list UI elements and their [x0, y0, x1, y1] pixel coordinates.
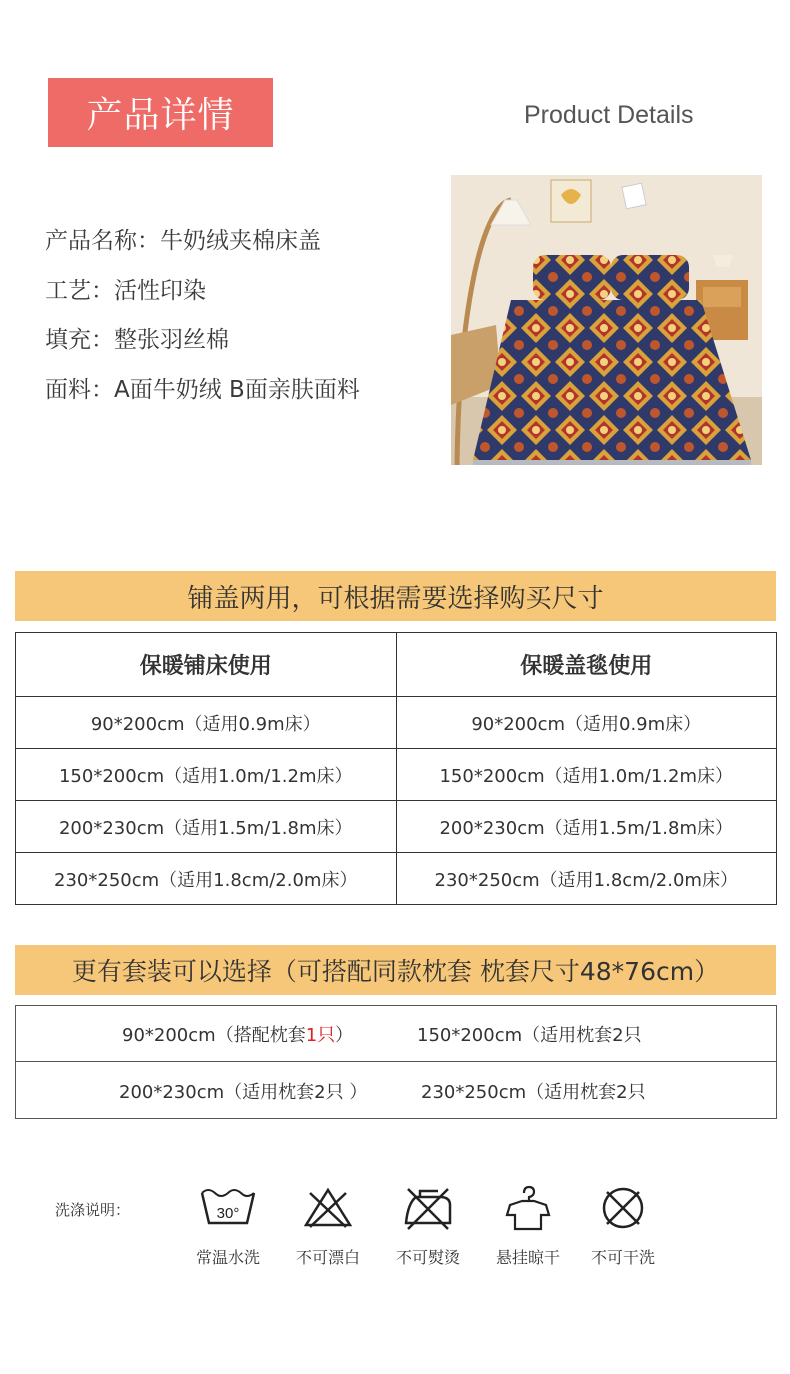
spec-craft: 工艺：活性印染 — [45, 278, 206, 304]
title-badge — [48, 78, 273, 147]
set-options-row — [16, 1006, 776, 1062]
wash-30-icon — [198, 1185, 258, 1231]
set-option-90 — [122, 1021, 353, 1047]
spec-fabric: 面料：A面牛奶绒 B面亲肤面料 — [45, 377, 360, 403]
table-cell: 90*200cm（适用0.9m床） — [396, 697, 777, 749]
set-option-200: 200*230cm（适用枕套2只 ） — [119, 1082, 368, 1103]
wash-item — [283, 1185, 373, 1268]
table-row — [16, 697, 777, 749]
set-option-150: 150*200cm（适用枕套2只 — [417, 1024, 642, 1046]
table-cell: 230*250cm（适用1.8cm/2.0m床） — [396, 853, 777, 905]
table-cell: 150*200cm（适用1.0m/1.2m床） — [396, 749, 777, 801]
wash-item — [483, 1185, 573, 1268]
wash-text: 不可熨烫 — [395, 1248, 460, 1267]
table-row — [16, 749, 777, 801]
wash-text: 悬挂晾干 — [495, 1248, 560, 1267]
no-dry-clean-icon — [593, 1185, 653, 1231]
wash-text: 不可干洗 — [590, 1248, 655, 1267]
set-option-230: 230*250cm（适用枕套2只 — [421, 1082, 646, 1103]
spec-product-name: 产品名称：牛奶绒夹棉床盖 — [45, 228, 321, 254]
set-options-box — [15, 1005, 777, 1119]
table-cell: 150*200cm（适用1.0m/1.2m床） — [16, 749, 397, 801]
set-option-highlight: 1只 — [305, 1024, 336, 1046]
hang-dry-icon — [498, 1185, 558, 1231]
set-option-text: ） — [335, 1024, 354, 1046]
set-option-text: 90*200cm（搭配枕套 — [122, 1024, 306, 1046]
bedspread-illustration — [451, 175, 762, 465]
washing-label: 洗涤说明： — [55, 1201, 131, 1219]
table-cell: 200*230cm（适用1.5m/1.8m床） — [16, 801, 397, 853]
wash-text: 不可漂白 — [295, 1248, 360, 1267]
set-banner: 更有套装可以选择（可搭配同款枕套 枕套尺寸48*76cm） — [15, 945, 776, 995]
wash-temp: 30° — [216, 1205, 240, 1222]
wash-item — [183, 1185, 273, 1268]
table-row — [16, 801, 777, 853]
table-cell: 230*250cm（适用1.8cm/2.0m床） — [16, 853, 397, 905]
table-cell: 200*230cm（适用1.5m/1.8m床） — [396, 801, 777, 853]
table-header-row — [16, 633, 777, 697]
table-row — [16, 853, 777, 905]
spec-filling: 填充：整张羽丝棉 — [45, 327, 229, 353]
page-title: 产品详情 — [86, 95, 235, 136]
wash-item — [383, 1185, 473, 1268]
table-cell: 90*200cm（适用0.9m床） — [16, 697, 397, 749]
no-iron-icon — [398, 1185, 458, 1231]
table-header-blanket: 保暖盖毯使用 — [396, 633, 777, 697]
product-photo — [451, 175, 762, 465]
wash-item — [578, 1185, 668, 1268]
size-table — [15, 632, 777, 905]
page-title-english: Product Details — [524, 101, 694, 129]
size-banner: 铺盖两用，可根据需要选择购买尺寸 — [15, 571, 776, 621]
wash-text: 常温水洗 — [195, 1248, 260, 1267]
no-bleach-icon — [298, 1185, 358, 1231]
set-options-row — [16, 1063, 776, 1119]
table-header-bed: 保暖铺床使用 — [16, 633, 397, 697]
